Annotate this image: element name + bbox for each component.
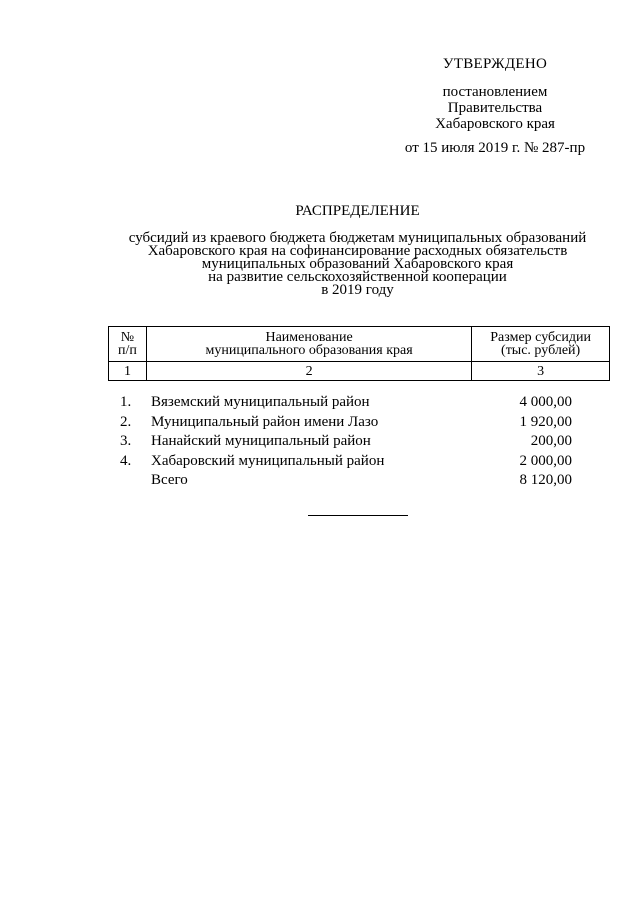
header-name-line-2: муниципального образования края xyxy=(205,343,413,358)
document-heading xyxy=(100,202,615,297)
total-label: Всего xyxy=(151,472,188,488)
row-amount: 200,00 xyxy=(530,433,572,449)
header-name xyxy=(146,327,471,362)
header-num-line-1: № xyxy=(120,330,135,345)
heading-line-5: в 2019 году xyxy=(321,282,394,298)
table-row xyxy=(108,432,610,452)
header-amount xyxy=(472,327,610,362)
row-number: 3. xyxy=(120,433,132,449)
row-amount: 2 000,00 xyxy=(519,452,572,469)
row-name: Муниципальный район имени Лазо xyxy=(151,413,379,430)
total-amount: 8 120,00 xyxy=(519,472,572,488)
document-title: РАСПРЕДЕЛЕНИЕ xyxy=(295,203,420,219)
row-name: Нанайский муниципальный район xyxy=(151,433,371,449)
column-number-3: 3 xyxy=(472,362,610,381)
heading-line-3: муниципальных образований Хабаровского края xyxy=(201,256,514,272)
table-row xyxy=(108,393,610,413)
header-amount-line-2: (тыс. рублей) xyxy=(501,343,581,358)
row-number: 1. xyxy=(120,394,132,410)
heading-line-4: на развитие сельскохозяйственной кооперации xyxy=(208,269,507,285)
row-number: 4. xyxy=(120,452,132,469)
table-row xyxy=(108,413,610,433)
table-body xyxy=(108,393,610,491)
row-name: Вяземский муниципальный район xyxy=(151,394,370,410)
row-amount: 1 920,00 xyxy=(519,413,572,430)
total-row xyxy=(108,471,610,491)
approval-title: УТВЕРЖДЕНО xyxy=(442,56,548,72)
column-number-2: 2 xyxy=(146,362,471,381)
heading-line-1: субсидий из краевого бюджета бюджетам муниципальных образований xyxy=(128,230,587,246)
closing-rule xyxy=(308,515,408,516)
row-amount: 4 000,00 xyxy=(519,394,572,410)
approval-line-1: постановлением xyxy=(442,84,548,100)
header-name-line-1: Наименование xyxy=(265,330,353,345)
approval-block xyxy=(400,56,590,156)
header-amount-line-1: Размер субсидии xyxy=(490,330,591,345)
approval-date: от 15 июля 2019 г. № 287-пр xyxy=(404,140,586,156)
table-row xyxy=(108,452,610,472)
row-name: Хабаровский муниципальный район xyxy=(151,452,385,469)
header-num-line-2: п/п xyxy=(118,343,137,358)
header-num xyxy=(109,327,147,362)
heading-line-2: Хабаровского края на софинансирование расходных обязательств xyxy=(147,243,568,259)
column-number-1: 1 xyxy=(109,362,147,381)
approval-line-2: Правительства xyxy=(447,100,543,116)
row-number: 2. xyxy=(120,413,132,430)
approval-line-3: Хабаровского края xyxy=(435,116,555,132)
table-header xyxy=(108,326,610,381)
